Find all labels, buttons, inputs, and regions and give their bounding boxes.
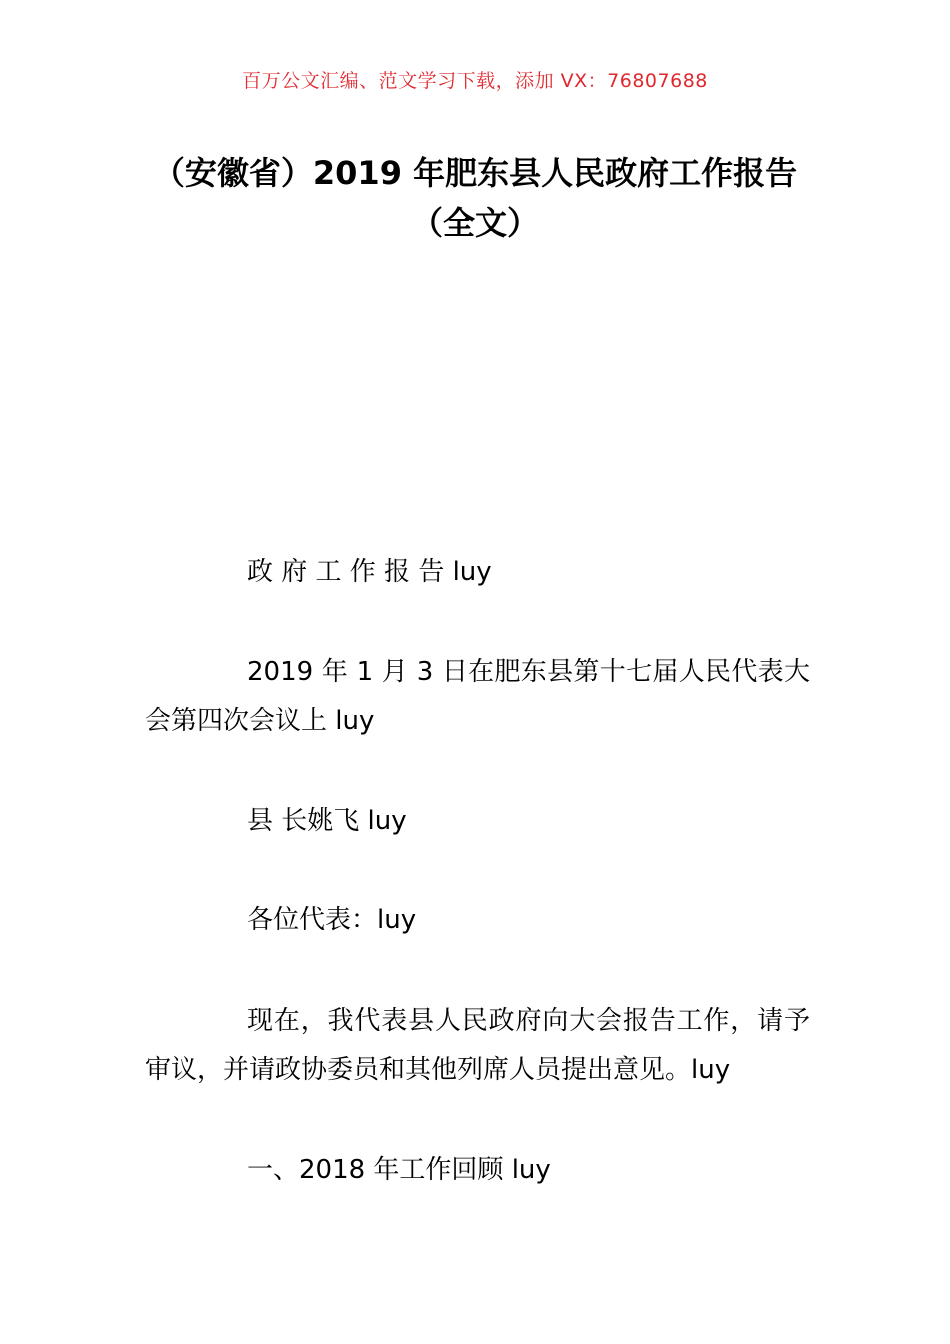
salutation: 各位代表：luy — [247, 905, 417, 935]
speaker-line: 县 长姚飞 luy — [247, 806, 407, 836]
promo-header: 百万公文汇编、范文学习下载，添加 VX：76807688 — [242, 70, 708, 92]
section-heading: 一、2018 年工作回顾 luy — [247, 1155, 551, 1185]
meeting-line: 2019 年 1 月 3 日在肥东县第十七届人民代表大会第四次会议上 luy — [145, 657, 810, 736]
intro-paragraph: 现在，我代表县人民政府向大会报告工作，请予审议，并请政协委员和其他列席人员提出意见。luy — [145, 1006, 810, 1085]
document-title: （安徽省）2019 年肥东县人民政府工作报告（全文） — [152, 154, 798, 242]
report-heading: 政 府 工 作 报 告 luy — [247, 557, 492, 587]
